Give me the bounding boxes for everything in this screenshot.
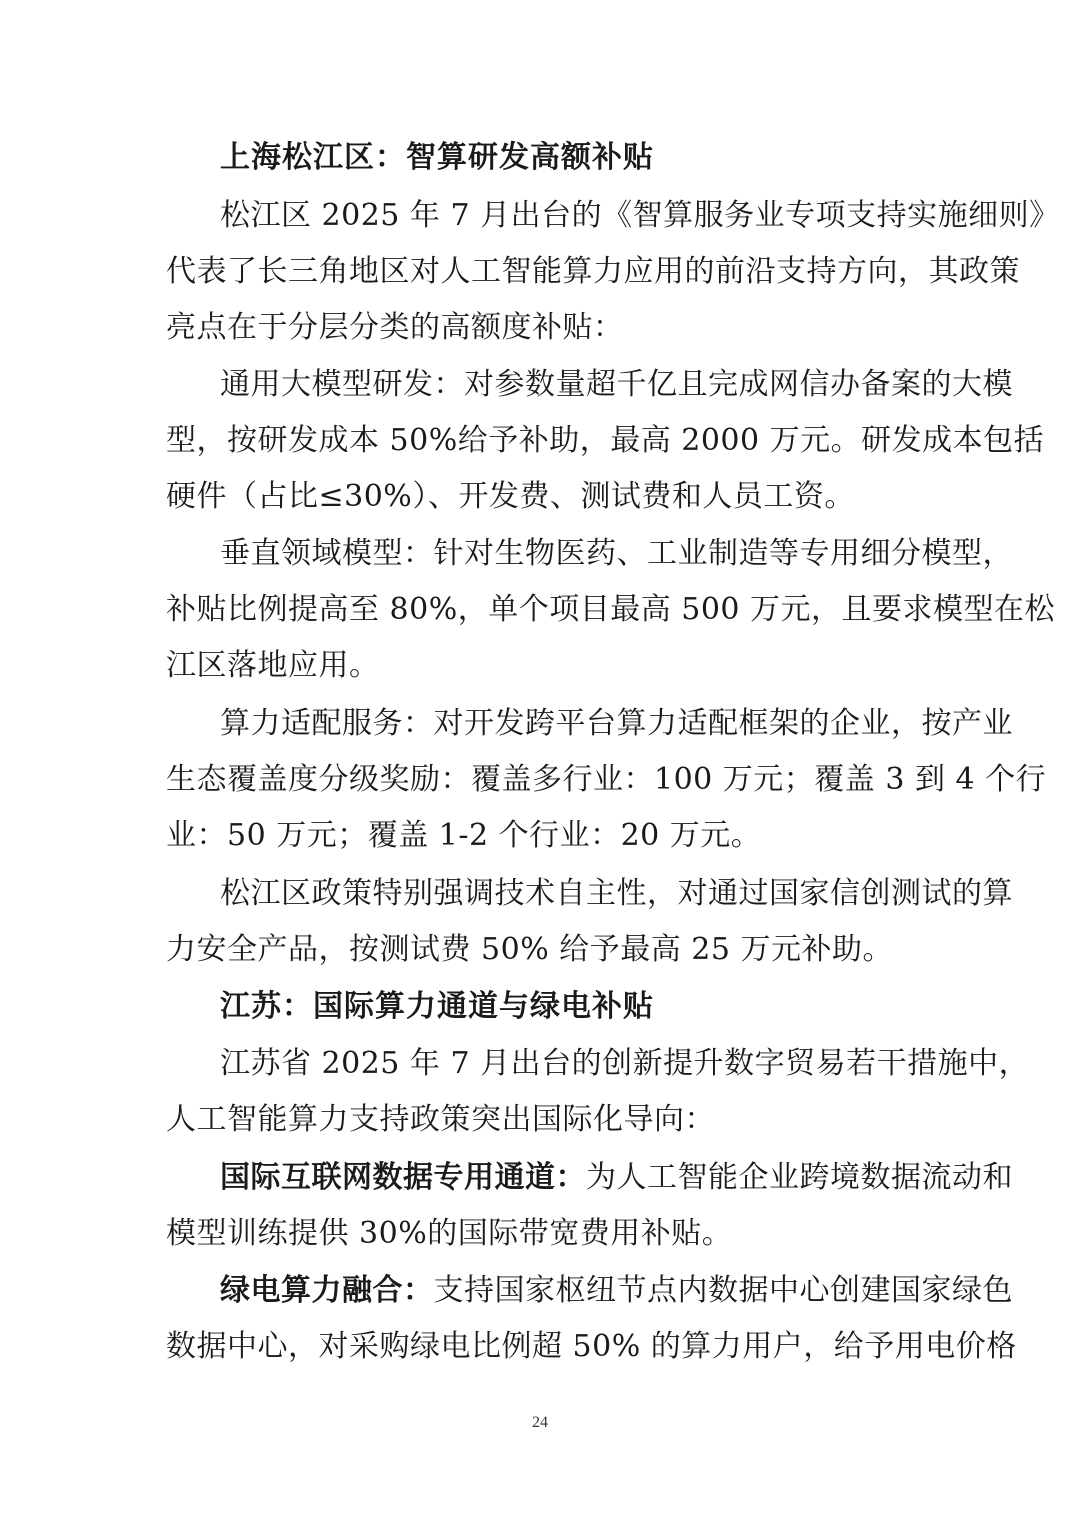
paragraph-line: 业：50 万元；覆盖 1-2 个行业：20 万元。 (166, 818, 762, 853)
paragraph-line: 亮点在于分层分类的高额度补贴： (166, 310, 624, 345)
bold-lead-label: 国际互联网数据专用通道： (220, 1160, 586, 1195)
paragraph-line: 松江区政策特别强调技术自主性，对通过国家信创测试的算 (220, 876, 1013, 911)
paragraph-line: 人工智能算力支持政策突出国际化导向： (166, 1102, 715, 1137)
paragraph-line: 江苏省 2025 年 7 月出台的创新提升数字贸易若干措施中， (220, 1046, 1030, 1081)
paragraph-line: 垂直领域模型：针对生物医药、工业制造等专用细分模型， (220, 536, 1013, 571)
page-number: 24 (532, 1414, 548, 1431)
paragraph-line: 型，按研发成本 50%给予补助，最高 2000 万元。研发成本包括 (166, 423, 1045, 458)
paragraph-line: 模型训练提供 30%的国际带宽费用补贴。 (166, 1216, 733, 1251)
paragraph-line (220, 1150, 1013, 1206)
section-heading-songjiang: 上海松江区：智算研发高额补贴 (220, 140, 654, 175)
section-heading-jiangsu: 江苏：国际算力通道与绿电补贴 (220, 989, 654, 1024)
bold-lead-label: 绿电算力融合： (220, 1273, 434, 1308)
paragraph-line: 硬件（占比≤30%）、开发费、测试费和人员工资。 (166, 479, 855, 514)
paragraph-line: 生态覆盖度分级奖励：覆盖多行业：100 万元；覆盖 3 到 4 个行 (166, 762, 1047, 797)
paragraph-line: 代表了长三角地区对人工智能算力应用的前沿支持方向，其政策 (166, 254, 1020, 289)
paragraph-text: 为人工智能企业跨境数据流动和 (586, 1160, 1013, 1195)
paragraph-line (220, 1263, 1013, 1319)
paragraph-line: 数据中心，对采购绿电比例超 50% 的算力用户，给予用电价格 (166, 1329, 1017, 1364)
paragraph-line: 江区落地应用。 (166, 648, 380, 683)
paragraph-line: 通用大模型研发：对参数量超千亿且完成网信办备案的大模 (220, 367, 1013, 402)
paragraph-text: 支持国家枢纽节点内数据中心创建国家绿色 (433, 1273, 1013, 1308)
paragraph-line: 补贴比例提高至 80%，单个项目最高 500 万元，且要求模型在松 (166, 592, 1056, 627)
paragraph-line: 松江区 2025 年 7 月出台的《智算服务业专项支持实施细则》 (220, 198, 1060, 233)
paragraph-line: 力安全产品，按测试费 50% 给予最高 25 万元补助。 (166, 932, 893, 967)
paragraph-line: 算力适配服务：对开发跨平台算力适配框架的企业，按产业 (220, 706, 1013, 741)
